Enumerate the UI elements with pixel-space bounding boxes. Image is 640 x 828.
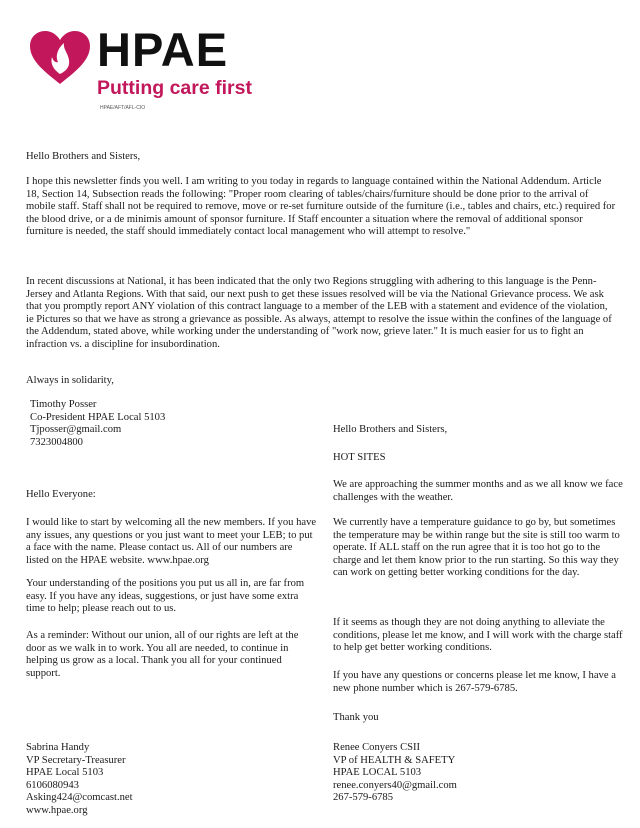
signature-email: renee.conyers40@gmail.com: [333, 779, 457, 791]
signature-local: HPAE LOCAL 5103: [333, 767, 422, 779]
right-paragraph-4: If you have any questions or concerns please let me know, I have a new phone number which is 267-579-6785.: [333, 670, 616, 694]
letter-signature: [30, 399, 320, 449]
signature-phone: 6106080943: [26, 779, 79, 791]
right-signature: [333, 742, 623, 805]
signature-title: Co-President HPAE Local 5103: [30, 411, 166, 423]
heart-flame-icon: [28, 30, 92, 86]
right-heading: HOT SITES: [333, 452, 386, 463]
signature-title: VP Secretary-Treasurer: [26, 754, 126, 766]
right-paragraph-2: We currently have a temperature guidance to go by, but sometimes the temperature may be within range but the site is still too warm to operate. If ALL staff on the run agree that it is too hot go to the charge and let them know prior to the run starting. So this way they can work on getting better working conditions for the day.: [333, 517, 620, 579]
signature-name: Renee Conyers CSII: [333, 742, 421, 753]
logo-wordmark: HPAE: [97, 23, 229, 76]
signature-website: www.hpae.org: [26, 804, 88, 816]
signature-email: Asking424@comcast.net: [26, 792, 133, 804]
right-paragraph-1: We are approaching the summer months and as we all know we face challenges with the weather.: [333, 479, 623, 503]
left-paragraph-3: As a reminder: Without our union, all of our rights are left at the door as we walk in to work. You all are needed, to continue in helping us grow as a local. Thank you all for your continued support.: [26, 630, 299, 679]
signature-phone: 7323004800: [30, 436, 83, 448]
signature-name: Sabrina Handy: [26, 742, 90, 753]
right-greeting: Hello Brothers and Sisters,: [333, 424, 448, 435]
letter-paragraph-2: In recent discussions at National, it has been indicated that the only two Regions struggling with adhering to this language is the Penn-Jersey and Atlanta Regions. With that said, our next push to get these issues resolved will be via the National Grievance process. We ask that you promptly report ANY violation of this contract language to a member of the LEB with a statement and evidence of the violation, ie Pictures so that we have as strong a grievance as possible. As always, attempt to resolve the issue within the confines of the language of the Addendum, stated above, while working under the understanding of "work now, grieve later." It is much easier for us to fight an infraction vs. a discipline for insubordination.: [26, 276, 612, 350]
left-paragraph-2: Your understanding of the positions you put us all in, are far from easy. If you have any ideas, suggestions, or just have some extra time to help; please reach out to us.: [26, 578, 305, 615]
right-thanks: Thank you: [333, 712, 379, 723]
signature-local: HPAE Local 5103: [26, 767, 104, 779]
signature-name: Timothy Posser: [30, 399, 97, 410]
letter-paragraph-1: I hope this newsletter finds you well. I am writing to you today in regards to language contained within the National Addendum. Article 18, Section 14, Subsection reads the following: "Proper room clearing of tables/chairs/furniture should be done prior to the arrival of mobile staff. Staff shall not be required to remove, move or re-set furniture outside of the furniture (i.e., tables and chairs, etc.) required for the blood drive, or a de minimis amount of sponsor furniture. If Staff encounter a situation where the removal of additional sponsor furniture is needed, the staff should immediately contact local management who will attempt to resolve.": [26, 176, 616, 238]
signature-phone: 267-579-6785: [333, 792, 394, 804]
logo-tagline: Putting care first: [97, 77, 252, 99]
left-signature: [26, 742, 318, 818]
left-greeting: Hello Everyone:: [26, 489, 96, 500]
right-paragraph-3: If it seems as though they are not doing anything to alleviate the conditions, please let me know, and I will work with the charge staff to help get better working conditions.: [333, 617, 623, 654]
letter-closing: Always in solidarity,: [26, 375, 114, 386]
signature-title: VP of HEALTH & SAFETY: [333, 754, 456, 766]
left-paragraph-1: I would like to start by welcoming all the new members. If you have any issues, any questions or you just want to meet your LEB; to put a face with the name. Please contact us. All of our numbers are listed on the HPAE website. www.hpae.org: [26, 517, 317, 566]
logo-affiliation: HPAE/AFT/AFL-CIO: [100, 105, 146, 111]
signature-email: Tjposser@gmail.com: [30, 424, 122, 436]
letter-greeting: Hello Brothers and Sisters,: [26, 151, 141, 162]
